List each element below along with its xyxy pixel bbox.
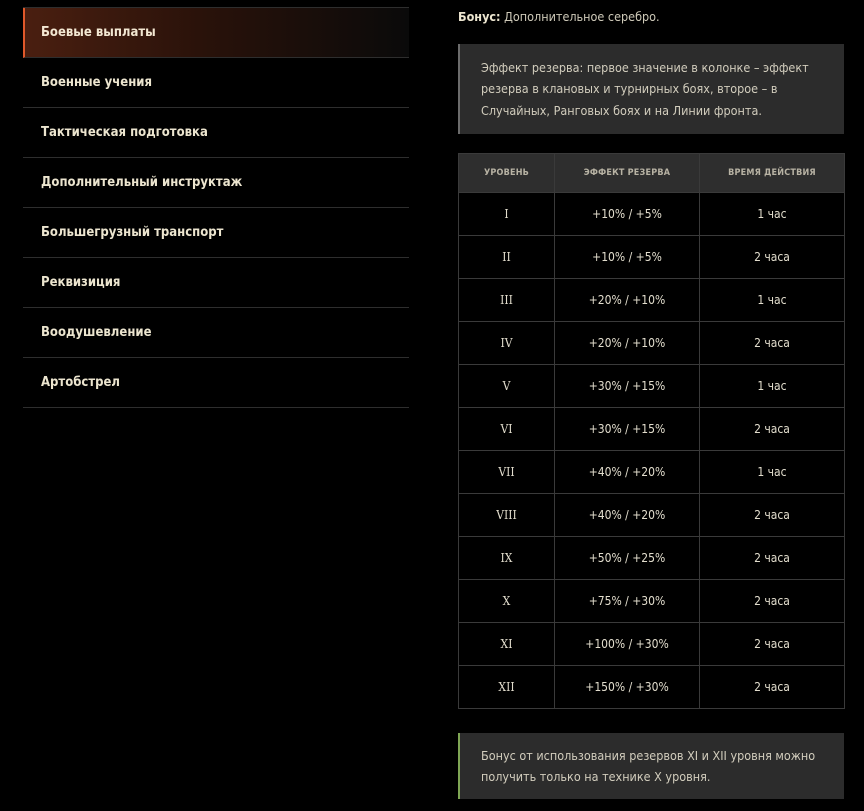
table-row	[459, 193, 845, 236]
level-cell: IV	[459, 322, 555, 365]
table-row	[459, 365, 845, 408]
sidebar-item-requisition[interactable]	[23, 258, 409, 308]
reserve-effect-note	[458, 44, 844, 134]
effect-cell: +20% / +10%	[555, 279, 700, 322]
column-header-duration: ВРЕМЯ ДЕЙСТВИЯ	[700, 154, 845, 193]
level-cell: III	[459, 279, 555, 322]
duration-cell: 2 часа	[700, 408, 845, 451]
table-row	[459, 408, 845, 451]
sidebar-item-combat-payments[interactable]	[23, 8, 409, 58]
table-row	[459, 537, 845, 580]
sidebar-item-label: Артобстрел	[41, 375, 120, 390]
reserve-table-container	[458, 153, 844, 709]
duration-cell: 1 час	[700, 193, 845, 236]
table-row	[459, 236, 845, 279]
reserve-effect-note-text: Эффект резерва: первое значение в колонке – эффект резерва в клановых и турнирных боях, второе – в Случайных, Ранговых боях и на Линии фронта.	[481, 59, 809, 118]
table-row	[459, 580, 845, 623]
bonus-text: Дополнительное серебро.	[504, 9, 660, 24]
sidebar-item-artillery-strike[interactable]	[23, 358, 409, 408]
bonus-restriction-note	[458, 733, 844, 799]
level-cell: VI	[459, 408, 555, 451]
effect-cell: +20% / +10%	[555, 322, 700, 365]
level-cell: II	[459, 236, 555, 279]
table-row	[459, 322, 845, 365]
sidebar-item-label: Дополнительный инструктаж	[41, 175, 243, 190]
sidebar-item-tactical-training[interactable]	[23, 108, 409, 158]
sidebar-item-military-exercises[interactable]	[23, 58, 409, 108]
duration-cell: 1 час	[700, 451, 845, 494]
level-cell: IX	[459, 537, 555, 580]
effect-cell: +75% / +30%	[555, 580, 700, 623]
sidebar-item-label: Большегрузный транспорт	[41, 225, 224, 240]
sidebar-item-label: Воодушевление	[41, 325, 152, 340]
effect-cell: +150% / +30%	[555, 666, 700, 709]
level-cell: I	[459, 193, 555, 236]
duration-cell: 2 часа	[700, 322, 845, 365]
duration-cell: 2 часа	[700, 236, 845, 279]
sidebar-nav	[23, 7, 409, 408]
table-row	[459, 623, 845, 666]
table-row	[459, 279, 845, 322]
table-header-row	[459, 154, 845, 193]
effect-cell: +50% / +25%	[555, 537, 700, 580]
effect-cell: +30% / +15%	[555, 408, 700, 451]
level-cell: VII	[459, 451, 555, 494]
effect-cell: +40% / +20%	[555, 451, 700, 494]
reserve-table	[458, 153, 845, 709]
table-row	[459, 451, 845, 494]
sidebar-item-label: Тактическая подготовка	[41, 125, 208, 140]
table-row	[459, 666, 845, 709]
level-cell: XII	[459, 666, 555, 709]
duration-cell: 2 часа	[700, 623, 845, 666]
sidebar-item-inspiration[interactable]	[23, 308, 409, 358]
level-cell: XI	[459, 623, 555, 666]
bonus-label: Бонус:	[458, 9, 501, 24]
bonus-restriction-note-text: Бонус от использования резервов XI и XII уровня можно получить только на технике X уровня.	[481, 747, 816, 784]
sidebar-item-heavy-transport[interactable]	[23, 208, 409, 258]
bonus-line	[458, 9, 660, 24]
effect-cell: +10% / +5%	[555, 236, 700, 279]
effect-cell: +100% / +30%	[555, 623, 700, 666]
table-row	[459, 494, 845, 537]
sidebar-item-label: Реквизиция	[41, 275, 121, 290]
duration-cell: 1 час	[700, 365, 845, 408]
effect-cell: +30% / +15%	[555, 365, 700, 408]
level-cell: X	[459, 580, 555, 623]
duration-cell: 2 часа	[700, 494, 845, 537]
duration-cell: 2 часа	[700, 666, 845, 709]
sidebar-item-additional-briefing[interactable]	[23, 158, 409, 208]
effect-cell: +40% / +20%	[555, 494, 700, 537]
level-cell: V	[459, 365, 555, 408]
duration-cell: 1 час	[700, 279, 845, 322]
column-header-level: УРОВЕНЬ	[459, 154, 555, 193]
sidebar-item-label: Боевые выплаты	[41, 25, 156, 40]
duration-cell: 2 часа	[700, 537, 845, 580]
duration-cell: 2 часа	[700, 580, 845, 623]
sidebar-item-label: Военные учения	[41, 75, 152, 90]
column-header-effect: ЭФФЕКТ РЕЗЕРВА	[555, 154, 700, 193]
level-cell: VIII	[459, 494, 555, 537]
effect-cell: +10% / +5%	[555, 193, 700, 236]
